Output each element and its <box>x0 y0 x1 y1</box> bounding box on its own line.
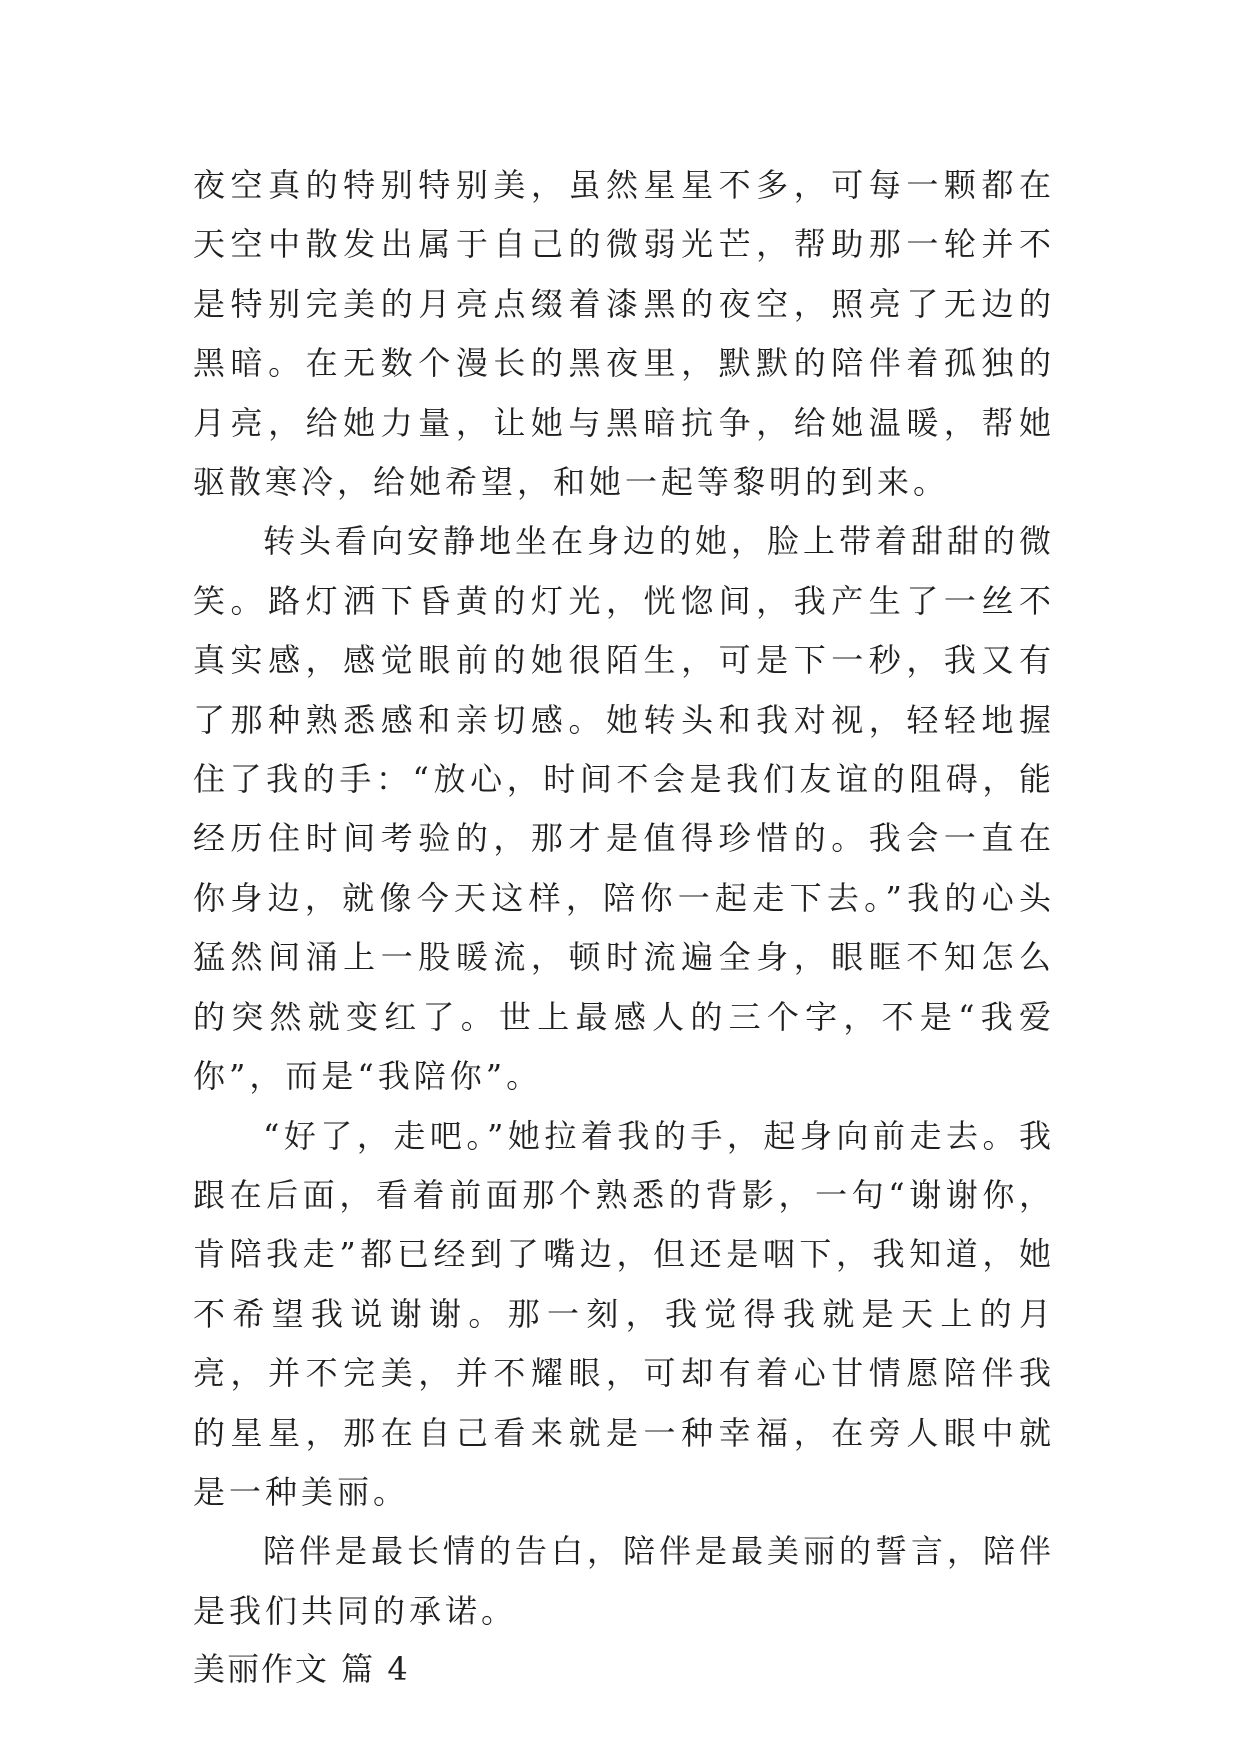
section-heading: 美丽作文 篇 4 <box>193 1650 410 1689</box>
paragraph-night-sky: 夜空真的特别特别美，虽然星星不多，可每一颗都在天空中散发出属于自己的微弱光芒，帮助那一轮并不是特别完美的月亮点缀着漆黑的夜空，照亮了无边的黑暗。在无数个漫长的黑夜里，默默的陪伴着孤独的月亮，给她力量，让她与黑暗抗争，给她温暖，帮她驱散寒冷，给她希望，和她一起等黎明的到来。 <box>193 166 1055 502</box>
paragraph-conclusion: 陪伴是最长情的告白，陪伴是最美丽的誓言，陪伴是我们共同的承诺。 <box>193 1532 1056 1630</box>
paragraph-walk-away: “好了，走吧。”她拉着我的手，起身向前走去。我跟在后面，看着前面那个熟悉的背影，一句“谢谢你，肯陪我走”都已经到了嘴边，但还是咽下，我知道，她不希望我说谢谢。那一刻，我觉得我就是天上的月亮，并不完美，并不耀眼，可却有着心甘情愿陪伴我的星星，那在自己看来就是一种幸福，在旁人眼中就是一种美丽。 <box>193 1116 1055 1511</box>
document-body <box>193 156 1055 1698</box>
paragraph-friend-promise: 转头看向安静地坐在身边的她，脸上带着甜甜的微笑。路灯洒下昏黄的灯光，恍惚间，我产生了一丝不真实感，感觉眼前的她很陌生，可是下一秒，我又有了那种熟悉感和亲切感。她转头和我对视，轻轻地握住了我的手：“放心，时间不会是我们友谊的阻碍，能经历住时间考验的，那才是值得珍惜的。我会一直在你身边，就像今天这样，陪你一起走下去。”我的心头猛然间涌上一股暖流，顿时流遍全身，眼眶不知怎么的突然就变红了。世上最感人的三个字，不是“我爱你”，而是“我陪你”。 <box>193 522 1056 1096</box>
